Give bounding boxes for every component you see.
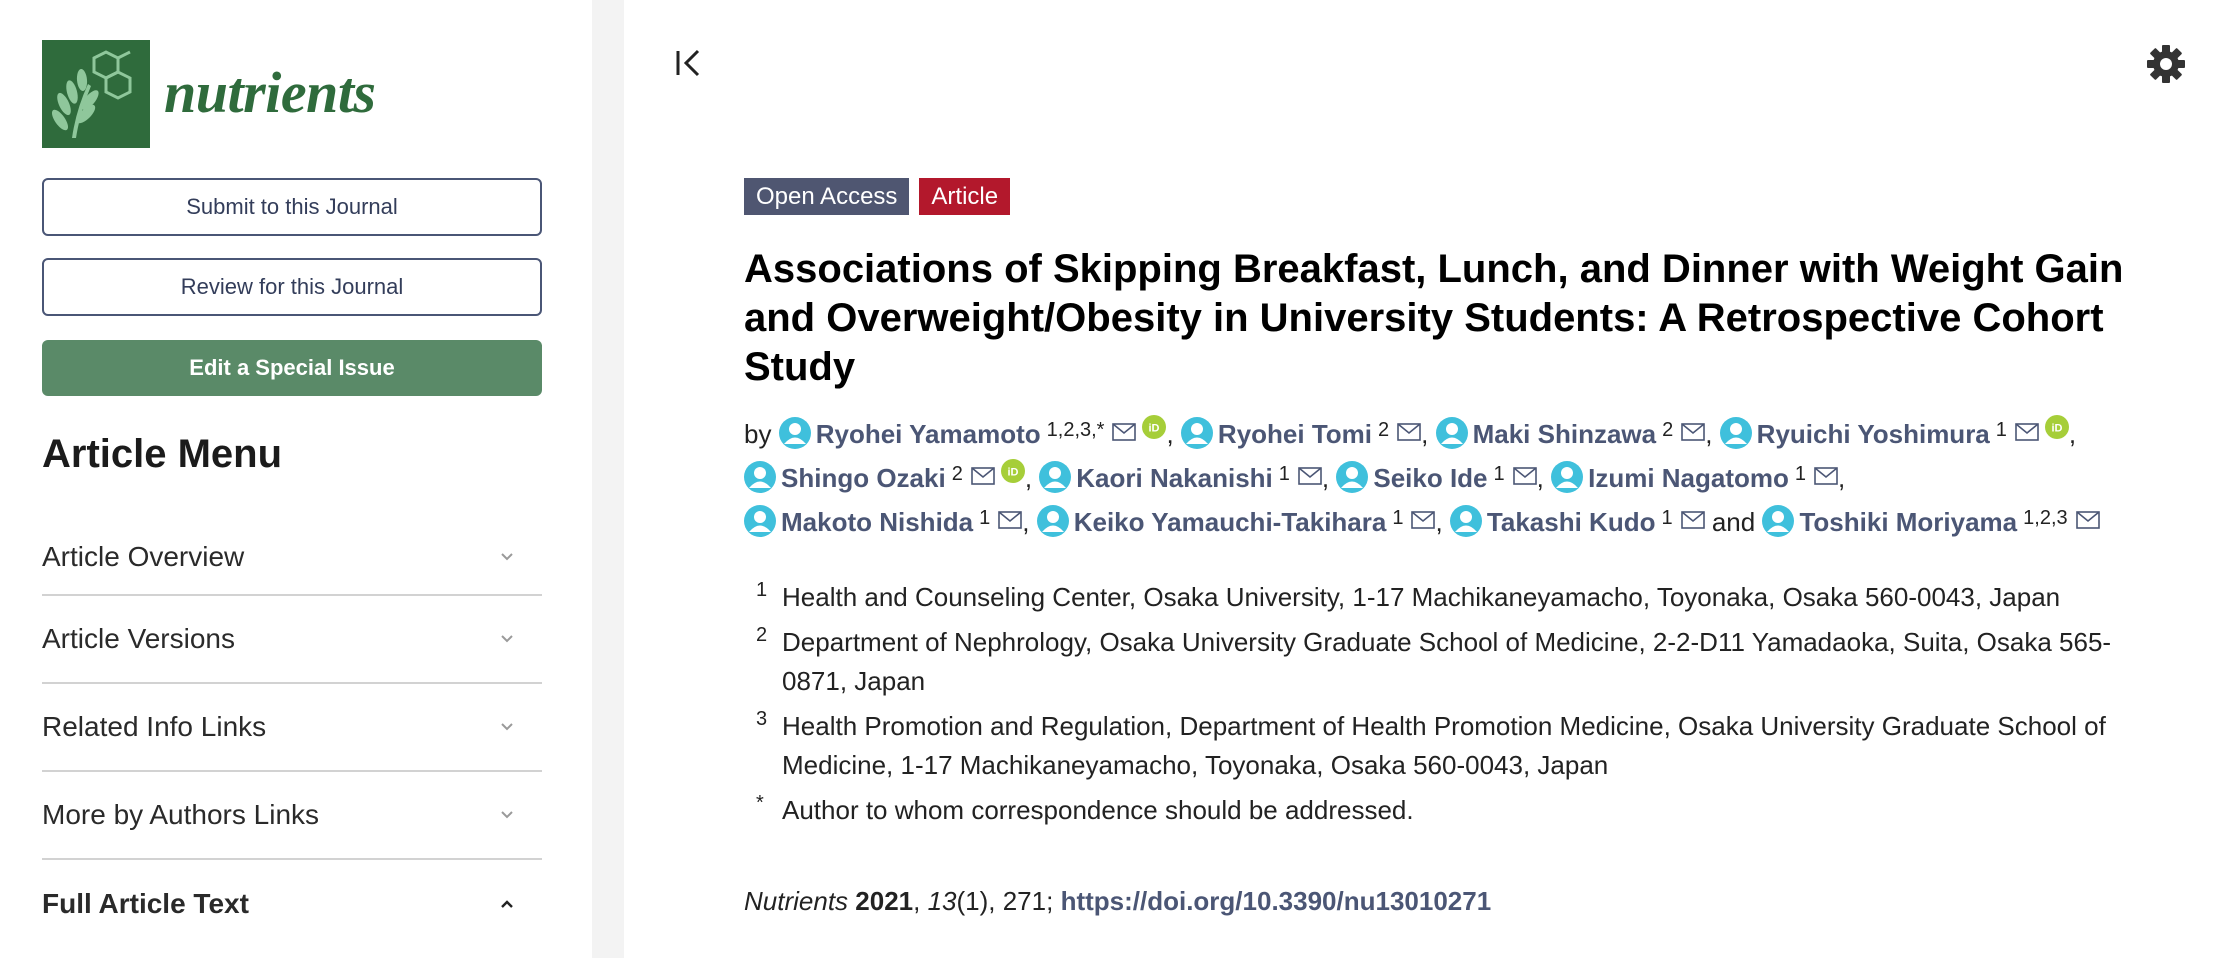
affiliation-number: * bbox=[756, 792, 764, 814]
person-icon[interactable] bbox=[1181, 417, 1213, 449]
journal-logo-icon bbox=[42, 40, 150, 148]
menu-item-label: Article Overview bbox=[42, 541, 245, 572]
mail-icon[interactable] bbox=[1513, 467, 1537, 485]
person-icon[interactable] bbox=[1037, 505, 1069, 537]
affiliation-item bbox=[756, 791, 2124, 830]
author-affiliation-sup: 2 bbox=[1662, 419, 1674, 441]
affiliation-item bbox=[756, 707, 2124, 785]
person-icon[interactable] bbox=[744, 505, 776, 537]
orcid-icon[interactable] bbox=[2045, 415, 2069, 439]
affiliation-number: 1 bbox=[756, 579, 768, 601]
chevron-down-icon bbox=[500, 632, 514, 646]
menu-item-label: Article Versions bbox=[42, 623, 235, 654]
and-label: and bbox=[1711, 507, 1756, 537]
author-name-link[interactable]: Ryohei Yamamoto bbox=[815, 419, 1041, 449]
author-affiliation-sup: 1 bbox=[1995, 419, 2007, 441]
author-name-link[interactable]: Keiko Yamauchi-Takihara bbox=[1073, 507, 1387, 537]
menu-item-more-by-authors-links[interactable] bbox=[42, 772, 542, 860]
author-name-link[interactable]: Kaori Nakanishi bbox=[1076, 463, 1273, 493]
person-icon[interactable] bbox=[1336, 461, 1368, 493]
person-icon[interactable] bbox=[1450, 505, 1482, 537]
author-affiliation-sup: 1 bbox=[1794, 463, 1807, 485]
menu-item-label: More by Authors Links bbox=[42, 799, 320, 830]
mail-icon[interactable] bbox=[2076, 511, 2100, 529]
author-list: by Ryohei Yamamoto $^{1,2,3,*}$ iD , Ryohei Tomi $^2$ , Maki Shinzawa $^2$ , Ryuichi Yoshimura $^1$ iD , Shingo Ozaki $^2$ iD , Kaori Nakanishi $^1$ , Seiko Ide $^1$ , Izumi Nagatomo $^1$ , Makoto Nishida $^1$ , Keiko Yamauchi-Takihara $^1$ , Takashi Kudo $^1$ and Toshiki Moriyama $^{1,2,3}$ bbox=[744, 410, 2124, 542]
author-affiliation-sup: 2 bbox=[951, 463, 963, 485]
person-icon[interactable] bbox=[1039, 461, 1071, 493]
svg-text:iD: iD bbox=[2051, 422, 2063, 435]
citation-issue-pages: (1), 271; bbox=[956, 886, 1054, 916]
menu-item-article-versions[interactable] bbox=[42, 596, 542, 684]
author-affiliation-sup: 1 bbox=[1661, 507, 1673, 529]
article-header bbox=[744, 178, 2124, 917]
mail-icon[interactable] bbox=[1298, 467, 1322, 485]
author-name-link[interactable]: Izumi Nagatomo bbox=[1588, 463, 1789, 493]
article-type-badge: Article bbox=[919, 178, 1010, 215]
collapse-sidebar-icon[interactable] bbox=[672, 46, 706, 80]
sidebar-gutter bbox=[592, 0, 624, 958]
article-badges bbox=[744, 178, 2124, 215]
article-title: Associations of Skipping Breakfast, Lunch, and Dinner with Weight Gain and Overweight/Obesity in University Students: A Retrospective Cohort Study bbox=[744, 247, 2124, 389]
mail-icon[interactable] bbox=[1411, 511, 1435, 529]
chevron-down-icon bbox=[500, 808, 514, 822]
author-name-link[interactable]: Maki Shinzawa bbox=[1472, 419, 1657, 449]
mail-icon[interactable] bbox=[2015, 423, 2039, 441]
submit-button[interactable]: Submit to this Journal bbox=[42, 178, 542, 236]
review-button[interactable]: Review for this Journal bbox=[42, 258, 542, 316]
svg-text:iD: iD bbox=[1007, 466, 1019, 479]
mail-icon[interactable] bbox=[998, 511, 1022, 529]
affiliation-text: Health Promotion and Regulation, Department of Health Promotion Medicine, Osaka University Graduate School of Medicine, 1-17 Machikaneyamacho, Toyonaka, Osaka 560-0043, Japan bbox=[782, 711, 2106, 780]
author-name-link[interactable]: Makoto Nishida bbox=[781, 507, 974, 537]
author-item bbox=[1450, 507, 1705, 537]
menu-item-full-article-text[interactable] bbox=[42, 860, 542, 948]
author-name-link[interactable]: Takashi Kudo bbox=[1486, 507, 1656, 537]
orcid-icon[interactable] bbox=[1142, 415, 1166, 439]
person-icon[interactable] bbox=[779, 417, 811, 449]
orcid-icon[interactable] bbox=[1001, 459, 1025, 483]
chevron-down-icon bbox=[500, 550, 514, 564]
author-affiliation-sup: 1,2,3,* bbox=[1046, 419, 1105, 441]
menu-item-label: Related Info Links bbox=[42, 711, 267, 742]
author-item bbox=[1037, 507, 1436, 537]
author-affiliation-sup: 1 bbox=[1392, 507, 1404, 529]
mail-icon[interactable] bbox=[971, 467, 995, 485]
open-access-badge: Open Access bbox=[744, 178, 909, 215]
mail-icon[interactable] bbox=[1112, 423, 1136, 441]
author-affiliation-sup: 1 bbox=[1493, 463, 1505, 485]
affiliation-list bbox=[744, 578, 2124, 830]
author-item bbox=[744, 507, 1022, 537]
article-menu bbox=[42, 520, 542, 948]
person-icon[interactable] bbox=[744, 461, 776, 493]
author-affiliation-sup: 2 bbox=[1378, 419, 1390, 441]
doi-link[interactable]: https://doi.org/10.3390/nu13010271 bbox=[1060, 886, 1492, 916]
mail-icon[interactable] bbox=[1681, 423, 1705, 441]
citation-volume: 13 bbox=[927, 886, 957, 916]
gear-icon[interactable] bbox=[2144, 42, 2188, 86]
author-name-link[interactable]: Toshiki Moriyama bbox=[1799, 507, 2018, 537]
affiliation-number: 2 bbox=[756, 624, 768, 646]
chevron-down-icon bbox=[500, 720, 514, 734]
author-item bbox=[744, 463, 1025, 493]
affiliation-number: 3 bbox=[756, 708, 768, 730]
affiliation-text: Health and Counseling Center, Osaka University, 1-17 Machikaneyamacho, Toyonaka, Osaka 560-0043, Japan bbox=[782, 582, 2061, 612]
author-item bbox=[1551, 463, 1838, 493]
author-item bbox=[1762, 507, 2099, 537]
author-item bbox=[1720, 419, 2069, 449]
affiliation-text: Department of Nephrology, Osaka University Graduate School of Medicine, 2-2-D11 Yamadaoka, Suita, Osaka 565-0871, Japan bbox=[782, 627, 2112, 696]
author-name-link[interactable]: Shingo Ozaki bbox=[781, 463, 946, 493]
citation-journal: Nutrients bbox=[744, 886, 849, 916]
author-affiliation-sup: 1 bbox=[979, 507, 991, 529]
author-affiliation-sup: 1,2,3 bbox=[2023, 507, 2068, 529]
author-item bbox=[1436, 419, 1706, 449]
affiliation-text: Author to whom correspondence should be addressed. bbox=[782, 795, 1414, 825]
author-item bbox=[779, 419, 1167, 449]
edit-special-issue-button[interactable]: Edit a Special Issue bbox=[42, 340, 542, 396]
menu-item-related-info-links[interactable] bbox=[42, 684, 542, 772]
author-affiliation-sup: 1 bbox=[1278, 463, 1290, 485]
article-menu-title: Article Menu bbox=[42, 432, 283, 476]
author-item bbox=[1039, 463, 1322, 493]
affiliation-item bbox=[756, 578, 2124, 617]
citation-line: Nutrients 2021, 13(1), 271; https://doi.org/10.3390/nu13010271 bbox=[744, 886, 1492, 916]
affiliation-item bbox=[756, 623, 2124, 701]
person-icon[interactable] bbox=[1762, 505, 1794, 537]
author-name-link[interactable]: Ryohei Tomi bbox=[1217, 419, 1373, 449]
person-icon[interactable] bbox=[1551, 461, 1583, 493]
journal-name: nutrients bbox=[164, 59, 376, 125]
mail-icon[interactable] bbox=[1814, 467, 1838, 485]
citation-year: 2021 bbox=[855, 886, 914, 916]
author-name-link[interactable]: Seiko Ide bbox=[1373, 463, 1488, 493]
mail-icon[interactable] bbox=[1681, 511, 1705, 529]
menu-item-article-overview[interactable] bbox=[42, 520, 542, 596]
journal-logo[interactable] bbox=[42, 40, 376, 148]
mail-icon[interactable] bbox=[1397, 423, 1421, 441]
chevron-up-icon bbox=[500, 897, 514, 911]
menu-item-label: Full Article Text bbox=[42, 888, 249, 919]
author-name-link[interactable]: Ryuichi Yoshimura bbox=[1756, 419, 1990, 449]
by-label: by bbox=[744, 419, 772, 449]
person-icon[interactable] bbox=[1436, 417, 1468, 449]
person-icon[interactable] bbox=[1720, 417, 1752, 449]
author-item bbox=[1181, 419, 1421, 449]
author-item bbox=[1336, 463, 1536, 493]
svg-text:iD: iD bbox=[1148, 422, 1160, 435]
sidebar bbox=[0, 0, 592, 958]
